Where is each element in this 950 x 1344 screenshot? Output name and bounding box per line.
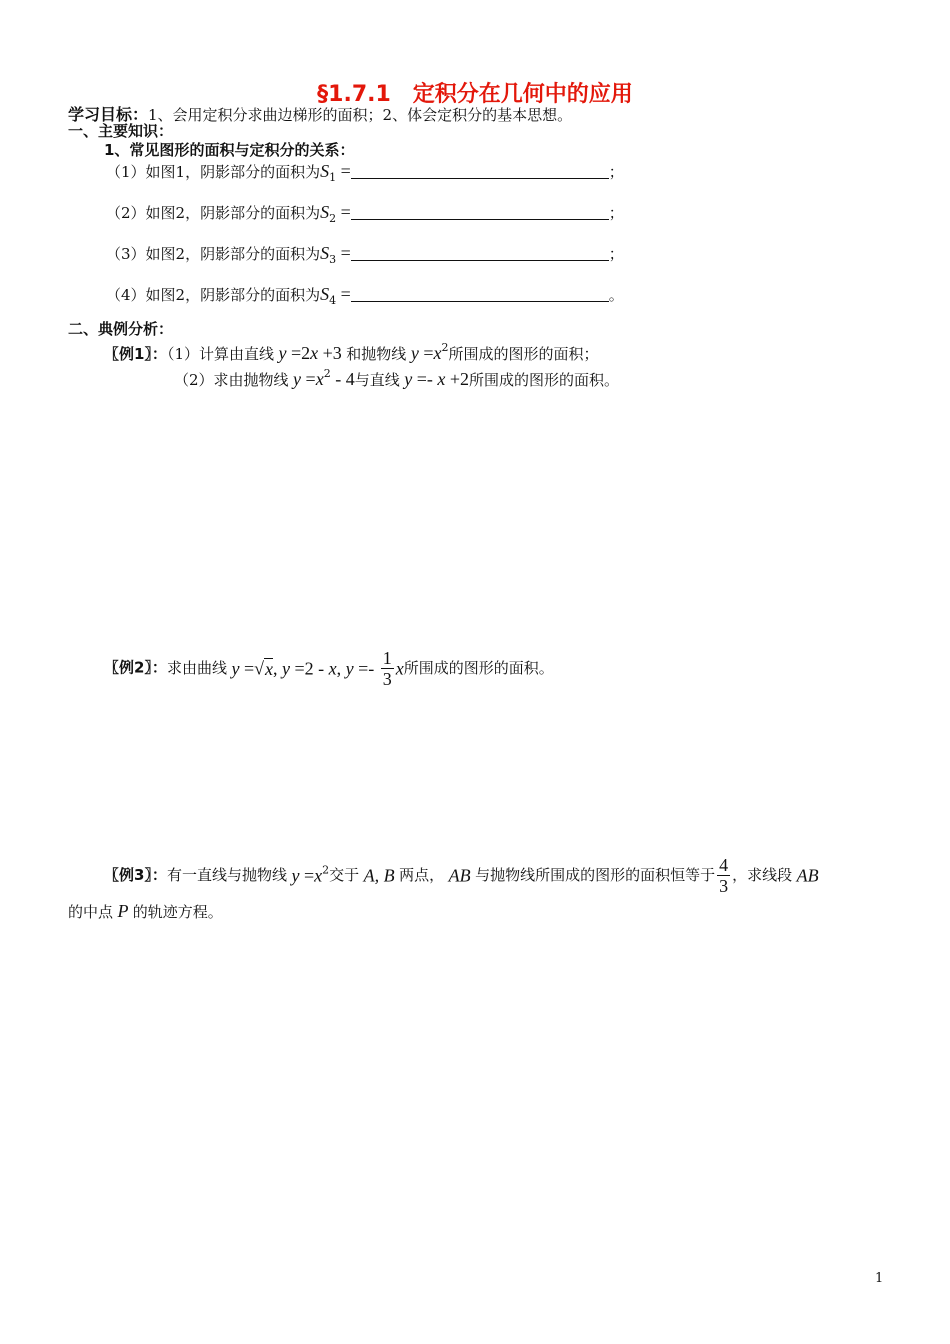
item-4-text: （4）如图2，阴影部分的面积为 [106, 286, 321, 304]
page-number: 1 [875, 1271, 884, 1286]
formula-parabola: y [406, 343, 419, 363]
answer-blank-4[interactable] [351, 285, 609, 302]
fraction-one-third: $\frac{1}{3}$ [382, 648, 392, 689]
answer-blank-2[interactable] [351, 203, 609, 220]
section-subheading-relation: 1、常见图形的面积与定积分的关系： [104, 141, 355, 159]
example-1-label: 〖例1〗： [104, 345, 167, 363]
ex1-text-b: 和抛物线 [346, 345, 407, 363]
goals-label: 学习目标： [68, 105, 149, 124]
formula-line-2: y [399, 369, 413, 389]
answer-blank-3[interactable] [351, 244, 609, 261]
item-3-end: ； [608, 245, 624, 263]
formula-parabola-3: y [286, 865, 300, 886]
item-4-var: S [320, 284, 330, 304]
example-2: 〖例2〗：求由曲线 y =√x, y =2 - x, y =- $\frac{1}{3}$ x所围成的图形的面积。 [104, 648, 554, 689]
ex1-text-c: 所围成的图形的面积； [448, 345, 599, 363]
formula-curves: y [226, 658, 240, 679]
learning-goals [68, 107, 572, 123]
example-3-label: 〖例3〗： [104, 866, 167, 884]
example-2-label: 〖例2〗： [104, 658, 167, 677]
ex1-text-d: （2）求由抛物线 [174, 371, 289, 389]
section-heading-knowledge: 一、主要知识： [68, 122, 174, 140]
item-2-var: S [320, 202, 330, 222]
ex3-text-b: 交于 [329, 866, 360, 884]
segment-ab: AB [444, 865, 476, 886]
ex3-text-f: 的中点 [68, 903, 114, 921]
ex2-text-b: 所围成的图形的面积。 [403, 659, 554, 677]
formula-parabola-2: y [288, 369, 302, 389]
item-3-var: S [320, 243, 330, 263]
item-4-sub: 4 [329, 294, 337, 307]
example-1-part-1: 〖例1〗：（1）计算由直线 y =2x +3 和抛物线 $y =x^2$所围成的图形的面积； [104, 341, 599, 363]
ex3-text-g: 的轨迹方程。 [132, 903, 223, 921]
ex3-text-a: 有一直线与抛物线 [166, 866, 287, 884]
ex1-text-e: 与直线 [354, 371, 400, 389]
ex3-text-e: ，求线段 [732, 866, 793, 884]
example-3-line-1: 〖例3〗：有一直线与抛物线 $y =x^2$交于 A, B 两点， AB 与抛物线所围成的图形的面积恒等于 $\frac{4}{3}$ ，求线段 AB [104, 855, 819, 896]
ex1-text-f: 所围成的图形的面积。 [469, 371, 620, 389]
item-1-end: ； [608, 163, 624, 181]
ex2-text-a: 求由曲线 [166, 659, 227, 677]
item-3-text: （3）如图2，阴影部分的面积为 [106, 245, 321, 263]
knowledge-item-4: （4）如图2，阴影部分的面积为$S_4$ = 。 [106, 284, 624, 307]
section-heading-examples: 二、典例分析： [68, 320, 174, 338]
knowledge-item-3: （3）如图2，阴影部分的面积为$S_3$ = ； [106, 243, 624, 266]
ex3-text-d: 与抛物线所围成的图形的面积恒等于 [475, 866, 716, 884]
item-3-sub: 3 [329, 253, 337, 266]
item-2-sub: 2 [329, 212, 337, 225]
page-title: §1.7.1 定积分在几何中的应用 [317, 82, 633, 107]
item-2-text: （2）如图2，阴影部分的面积为 [106, 204, 321, 222]
item-1-text: （1）如图1，阴影部分的面积为 [106, 163, 321, 181]
example-1-part-2: （2）求由抛物线 $y =x^2 - 4$与直线 y =- x +2所围成的图形的面积。 [174, 367, 620, 389]
formula-line: y [273, 343, 287, 363]
knowledge-item-2: （2）如图2，阴影部分的面积为$S_2$ = ； [106, 202, 624, 225]
item-1-sub: 1 [329, 171, 337, 184]
goals-text: 1、会用定积分求曲边梯形的面积；2、体会定积分的基本思想。 [148, 106, 573, 124]
fraction-four-thirds: $\frac{4}{3}$ [719, 855, 729, 896]
item-2-end: ； [608, 204, 624, 222]
example-3-line-2 [68, 902, 223, 920]
segment-ab-2: AB [792, 865, 819, 886]
item-1-var: S [320, 161, 330, 181]
ex3-text-c: 两点， [399, 866, 445, 884]
item-4-end: 。 [608, 286, 624, 304]
point-p: P [113, 901, 133, 921]
knowledge-item-1: （1）如图1，阴影部分的面积为$S_1$ = ； [106, 161, 624, 184]
ex1-text-a: （1）计算由直线 [166, 345, 274, 363]
answer-blank-1[interactable] [351, 162, 609, 179]
points-ab: A, B [359, 865, 400, 886]
